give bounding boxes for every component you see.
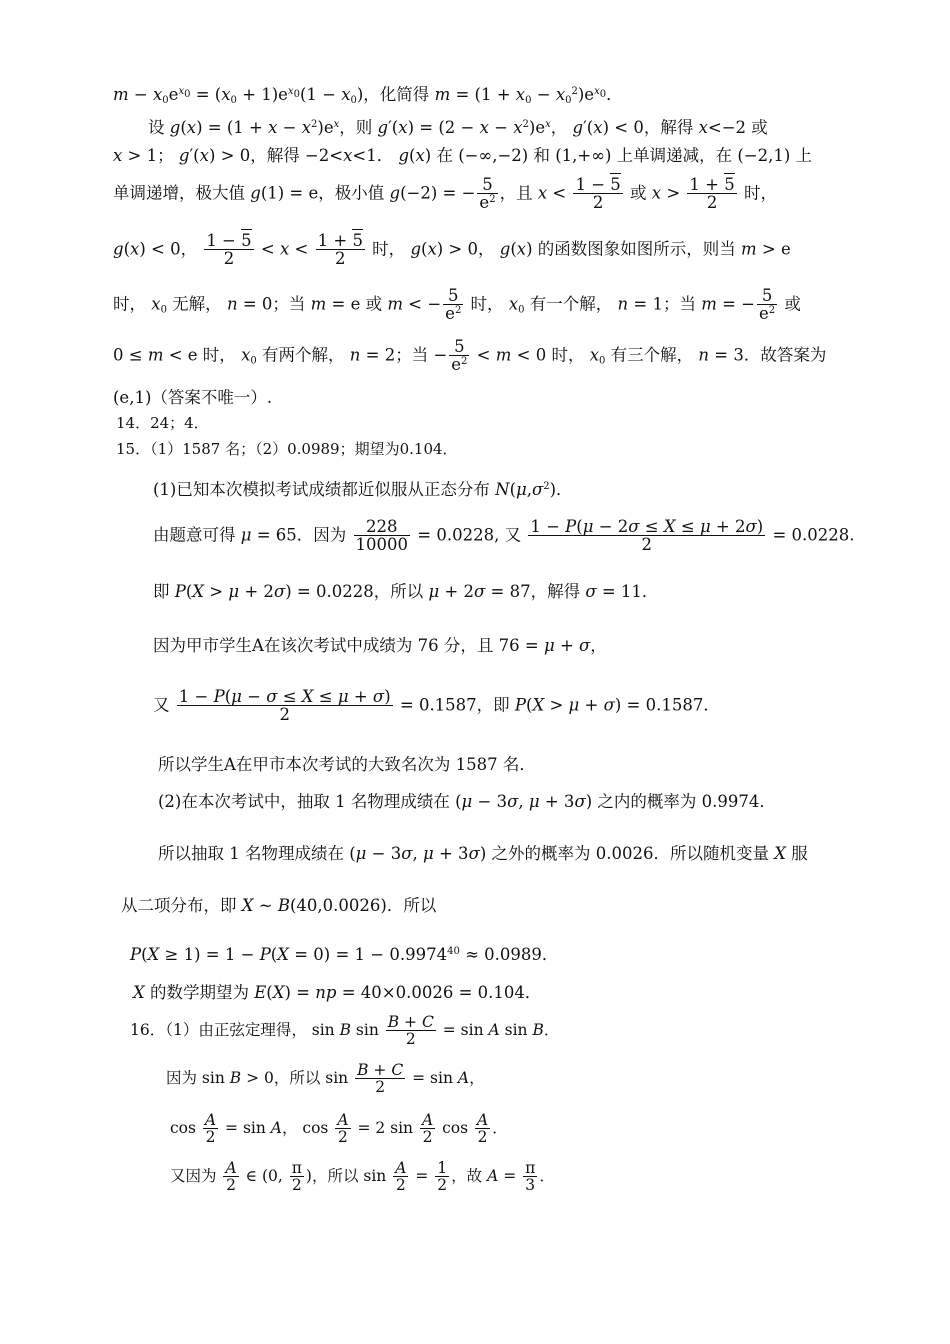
line-5: g(x) < 0， $\frac{1 - 5}{2}$ < x < $\frac{1 + 5}{2}$ 时， g(x) > 0， g(x) 的函数图象如图所示，则当 m > e xyxy=(113,231,791,269)
line-20: $P(X \ge 1) = 1 - P(X = 0) = 1 - 0.9974^{40} \approx 0.0989$． xyxy=(130,945,559,964)
line-19: 从二项分布，即 X ~ B(40,0.0026)．所以 xyxy=(121,896,437,915)
answer-14: 14．24；4． xyxy=(116,414,209,432)
line-13: 即 P(X > μ + 2σ) = 0.0228，所以 μ + 2σ = 87，解得 σ = 11． xyxy=(153,582,659,601)
line-8: (e,1)（答案不唯一）. xyxy=(113,388,273,407)
line-25: 又因为 $\frac{A}{2}$ ∈ (0, $\frac{\pi}{2}$ )，所以 sin $\frac{A}{2}$ = $\frac{1}{2}$ ，故 A = $\frac{\pi}{3}$ ． xyxy=(170,1159,555,1195)
line-7: 0 ≤ m < e 时， $x_0$ 有两个解， n = 2；当 − $\frac{5}{e^2}$ < m < 0 时， $x_0$ 有三个解， n = 3．故答案为 xyxy=(113,337,827,375)
line-14: 因为甲市学生A在该次考试中成绩为 76 分，且 76 = μ + σ， xyxy=(153,636,607,655)
line-23: 因为 sin B > 0，所以 sin $\frac{B + C}{2}$ = sin A， xyxy=(166,1061,485,1097)
line-16: 所以学生A在甲市本次考试的大致名次为 1587 名． xyxy=(158,755,536,774)
line-21: X 的数学期望为 E(X) = np = 40×0.0026 = 0.104． xyxy=(133,983,542,1002)
line-2: 设 $g(x) = (1 + x - x^2)e^x$，则 $g'(x) = (2 - x - x^2)e^x$， g′(x) < 0，解得 x<−2 或 xyxy=(148,118,768,137)
line-18: 所以抽取 1 名物理成绩在 (μ − 3σ, μ + 3σ) 之外的概率为 0.0026．所以随机变量 X 服 xyxy=(158,844,808,863)
line-22: 16．（1）由正弦定理得， sin B sin $\frac{B + C}{2}$ = sin A sin B． xyxy=(130,1013,560,1049)
line-15: 又 $\frac{1 - P(\mu - \sigma \le X \le \mu + \sigma)}{2}$ = 0.1587，即 P(X > μ + σ) = 0.1587． xyxy=(153,687,720,725)
line-3: x > 1； g′(x) > 0，解得 −2<x<1． g(x) 在 (−∞,−2) 和 (1,+∞) 上单调递减，在 (−2,1) 上 xyxy=(113,146,813,165)
line-24: cos $\frac{A}{2}$ = sin A， cos $\frac{A}{2}$ = 2 sin $\frac{A}{2}$ cos $\frac{A}{2}$ ． xyxy=(170,1111,508,1147)
line-12: 由题意可得 μ = 65．因为 $\frac{228}{10000}$ = 0.0228, 又 $\frac{1 - P(\mu - 2\sigma \le X \le \mu + 2\sigma)}{2}$ = 0.0228. xyxy=(153,517,855,555)
line-17: (2)在本次考试中，抽取 1 名物理成绩在 (μ − 3σ, μ + 3σ) 之内的概率为 0.9974． xyxy=(158,792,776,811)
line-11: (1)已知本次模拟考试成绩都近似服从正态分布 $N(\mu,\sigma^2)$． xyxy=(153,480,573,499)
line-6: 时， $x_0$ 无解， n = 0；当 m = e 或 m < − $\frac{5}{e^2}$ 时， $x_0$ 有一个解， n = 1；当 m = − $\frac{5}{e^2}$ 或 xyxy=(113,286,801,324)
line-4: 单调递增，极大值 g(1) = e，极小值 g(−2) = − $\frac{5}{e^2}$ ，且 x < $\frac{1 - 5}{2}$ 或 x > $\frac{1 + 5}{2}$ 时， xyxy=(113,175,777,213)
answer-15: 15．（1）1587 名；（2）0.0989；期望为0.104． xyxy=(116,440,458,458)
line-1: $m - x_0e^{x_0} = (x_0 + 1)e^{x_0}(1 - x_0)$，化简得 $m = (1 + x_0 - x_0^2)e^{x_0}$． xyxy=(113,85,623,106)
